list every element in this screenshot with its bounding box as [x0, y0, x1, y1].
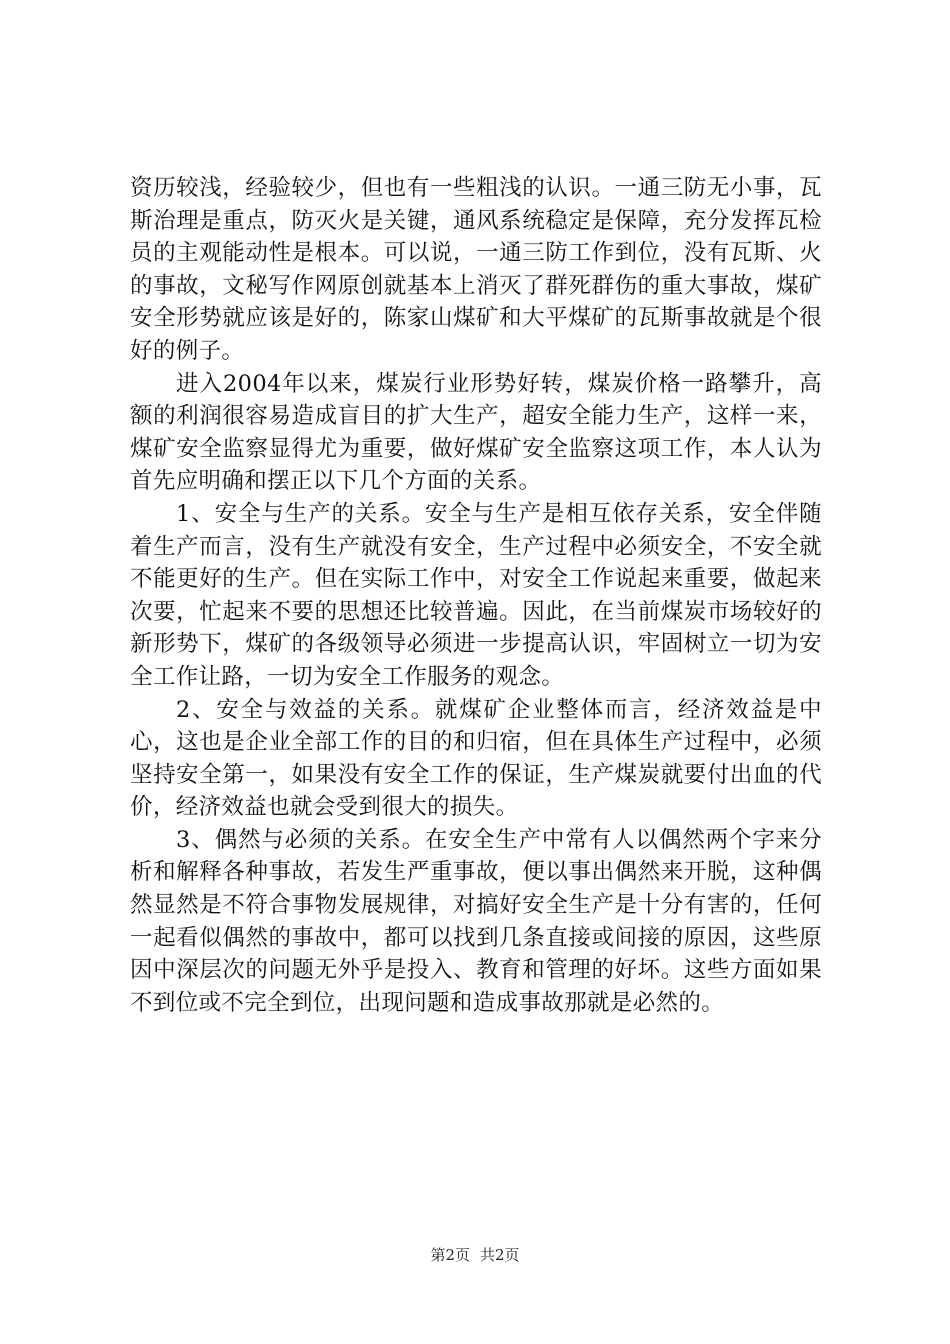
page-number-total: 共2页	[480, 1246, 520, 1264]
paragraph-safety-benefit: 2、安全与效益的关系。就煤矿企业整体而言，经济效益是中心，这也是企业全部工作的目的和归宿，但在具体生产过程中，必须坚持安全第一，如果没有安全工作的保证，生产煤炭就要付出血的代价，经济效益也就会受到很大的损失。	[130, 696, 822, 821]
paragraph-continuation: 资历较浅，经验较少，但也有一些粗浅的认识。一通三防无小事，瓦斯治理是重点，防灭火是关键，通风系统稳定是保障，充分发挥瓦检员的主观能动性是根本。可以说，一通三防工作到位，没有瓦斯、火的事故，文秘写作网原创就基本上消灭了群死群伤的重大事故，煤矿安全形势就应该是好的，陈家山煤矿和大平煤矿的瓦斯事故就是个很好的例子。	[130, 175, 822, 364]
document-body	[130, 172, 822, 1019]
page-number-current: 第2页	[430, 1246, 470, 1264]
paragraph-safety-production: 1、安全与生产的关系。安全与生产是相互依存关系，安全伴随着生产而言，没有生产就没有安全，生产过程中必须安全，不安全就不能更好的生产。但在实际工作中，对安全工作说起来重要，做起来次要，忙起来不要的思想还比较普遍。因此，在当前煤炭市场较好的新形势下，煤矿的各级领导必须进一步提高认识，牢固树立一切为安全工作让路，一切为安全工作服务的观念。	[130, 500, 822, 690]
page-footer	[0, 1244, 950, 1265]
paragraph-intro: 进入2004年以来，煤炭行业形势好转，煤炭价格一路攀升，高额的利润很容易造成盲目的扩大生产，超安全能力生产，这样一来，煤矿安全监察显得尤为重要，做好煤矿安全监察这项工作，本人认为首先应明确和摆正以下几个方面的关系。	[130, 370, 822, 495]
paragraph-chance-necessity: 3、偶然与必须的关系。在安全生产中常有人以偶然两个字来分析和解释各种事故，若发生严重事故，便以事出偶然来开脱，这种偶然显然是不符合事物发展规律，对搞好安全生产是十分有害的，任何一起看似偶然的事故中，都可以找到几条直接或间接的原因，这些原因中深层次的问题无外乎是投入、教育和管理的好坏。这些方面如果不到位或不完全到位，出现问题和造成事故那就是必然的。	[130, 826, 822, 1016]
